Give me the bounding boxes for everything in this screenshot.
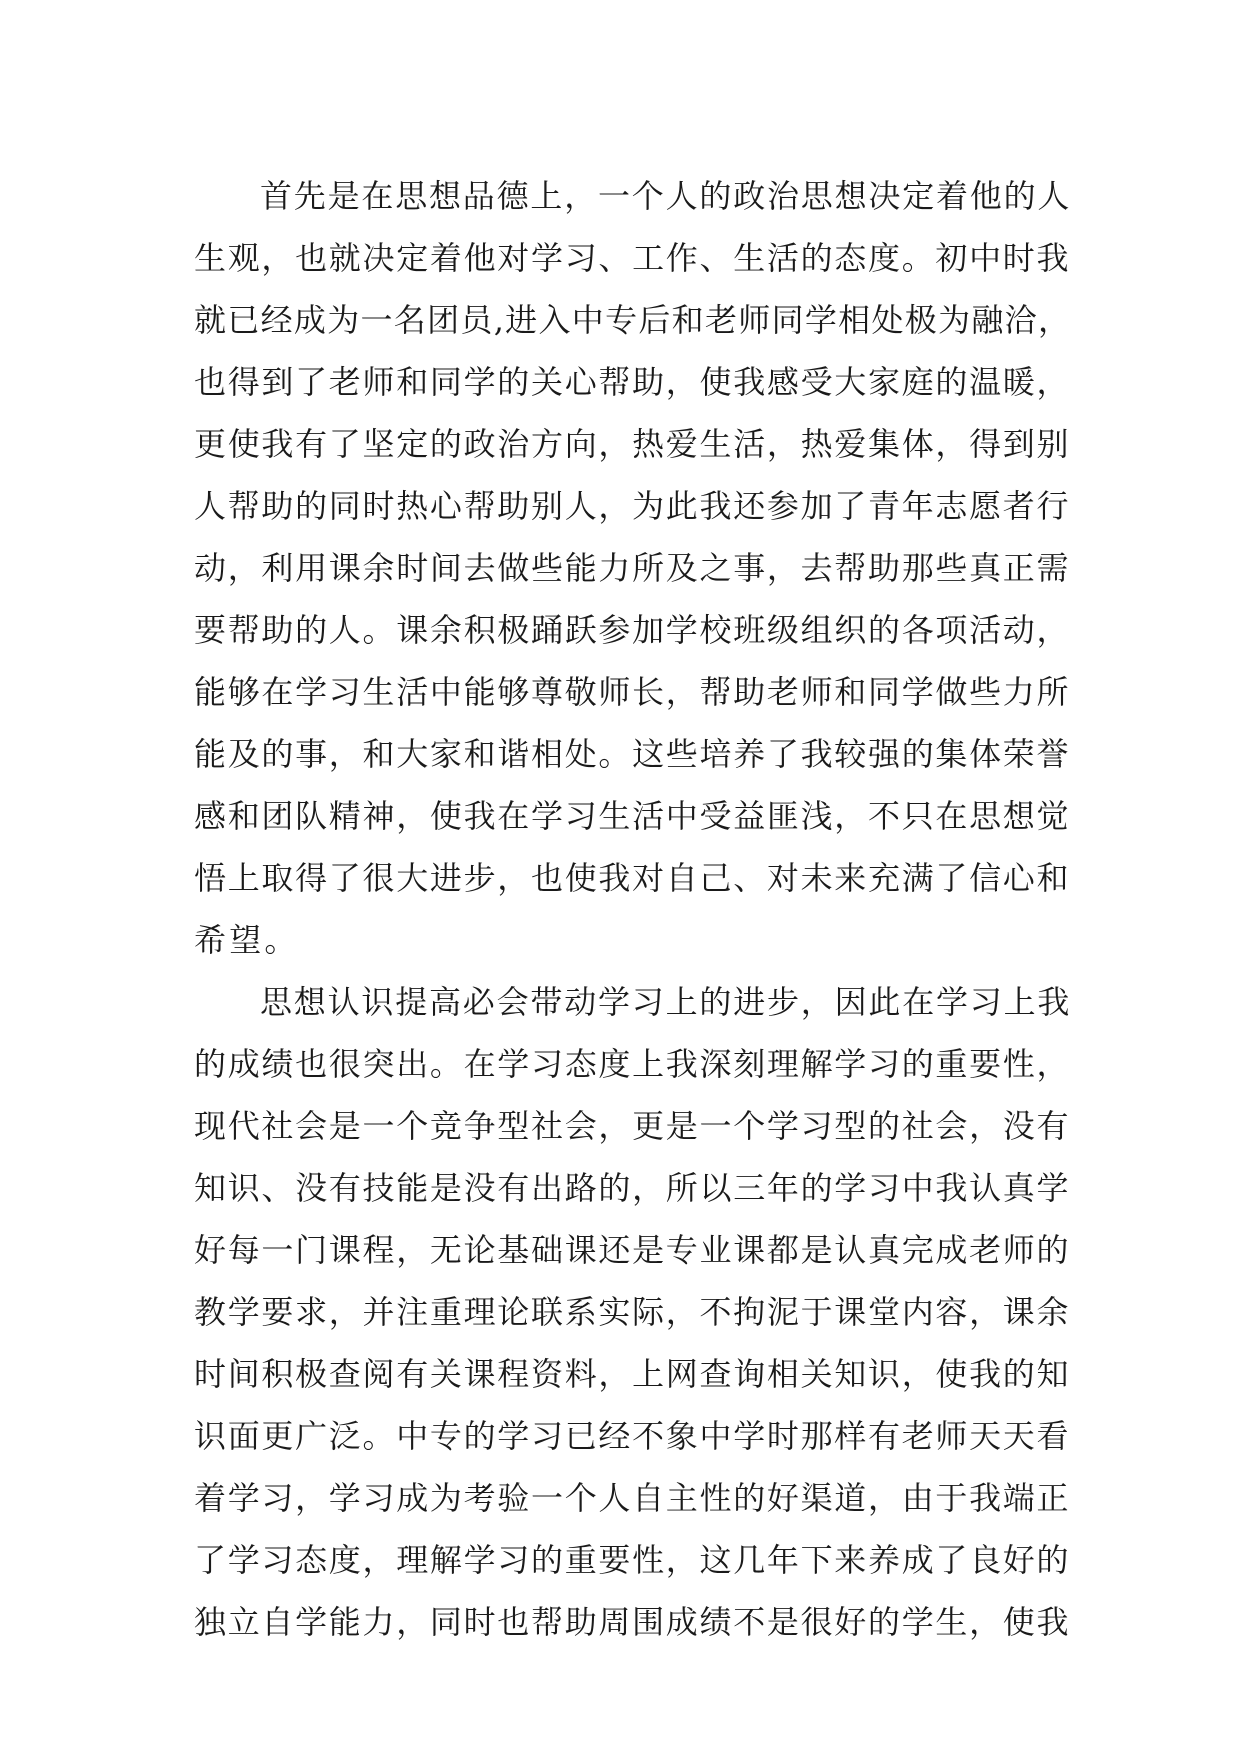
- text-line: 要帮助的人。课余积极踊跃参加学校班级组织的各项活动，: [194, 611, 1071, 649]
- text-line: 也得到了老师和同学的关心帮助，使我感受大家庭的温暖，: [194, 363, 1071, 401]
- text-line: 识面更广泛。中专的学习已经不象中学时那样有老师天天看: [194, 1417, 1071, 1455]
- text-line: 教学要求，并注重理论联系实际，不拘泥于课堂内容，课余: [194, 1293, 1071, 1331]
- text-line: 着学习，学习成为考验一个人自主性的好渠道，由于我端正: [194, 1479, 1071, 1517]
- text-line: 时间积极查阅有关课程资料，上网查询相关知识，使我的知: [194, 1355, 1071, 1393]
- text-line: 能够在学习生活中能够尊敬师长，帮助老师和同学做些力所: [194, 673, 1071, 711]
- text-line: 生观，也就决定着他对学习、工作、生活的态度。初中时我: [194, 239, 1071, 277]
- text-line: 能及的事，和大家和谐相处。这些培养了我较强的集体荣誉: [194, 735, 1071, 773]
- paragraph-2: [194, 971, 1074, 1653]
- text-line: 了学习态度，理解学习的重要性，这几年下来养成了良好的: [194, 1541, 1071, 1579]
- text-line: 思想认识提高必会带动学习上的进步，因此在学习上我: [260, 983, 1072, 1021]
- text-line: 人帮助的同时热心帮助别人，为此我还参加了青年志愿者行: [194, 487, 1071, 525]
- text-line: 现代社会是一个竞争型社会，更是一个学习型的社会，没有: [194, 1107, 1071, 1145]
- text-line: 就已经成为一名团员,进入中专后和老师同学相处极为融洽，: [194, 301, 1072, 339]
- text-line: 希望。: [194, 921, 300, 959]
- document-body: [194, 165, 1074, 1653]
- text-line: 好每一门课程，无论基础课还是专业课都是认真完成老师的: [194, 1231, 1071, 1269]
- text-line: 知识、没有技能是没有出路的，所以三年的学习中我认真学: [194, 1169, 1071, 1207]
- text-line: 的成绩也很突出。在学习态度上我深刻理解学习的重要性，: [194, 1045, 1071, 1083]
- text-line: 更使我有了坚定的政治方向，热爱生活，热爱集体，得到别: [194, 425, 1071, 463]
- text-line: 首先是在思想品德上，一个人的政治思想决定着他的人: [260, 177, 1072, 215]
- paragraph-1: [194, 165, 1074, 971]
- text-line: 动，利用课余时间去做些能力所及之事，去帮助那些真正需: [194, 549, 1071, 587]
- text-line: 悟上取得了很大进步，也使我对自己、对未来充满了信心和: [194, 859, 1071, 897]
- text-line: 独立自学能力，同时也帮助周围成绩不是很好的学生，使我: [194, 1603, 1071, 1641]
- text-line: 感和团队精神，使我在学习生活中受益匪浅，不只在思想觉: [194, 797, 1071, 835]
